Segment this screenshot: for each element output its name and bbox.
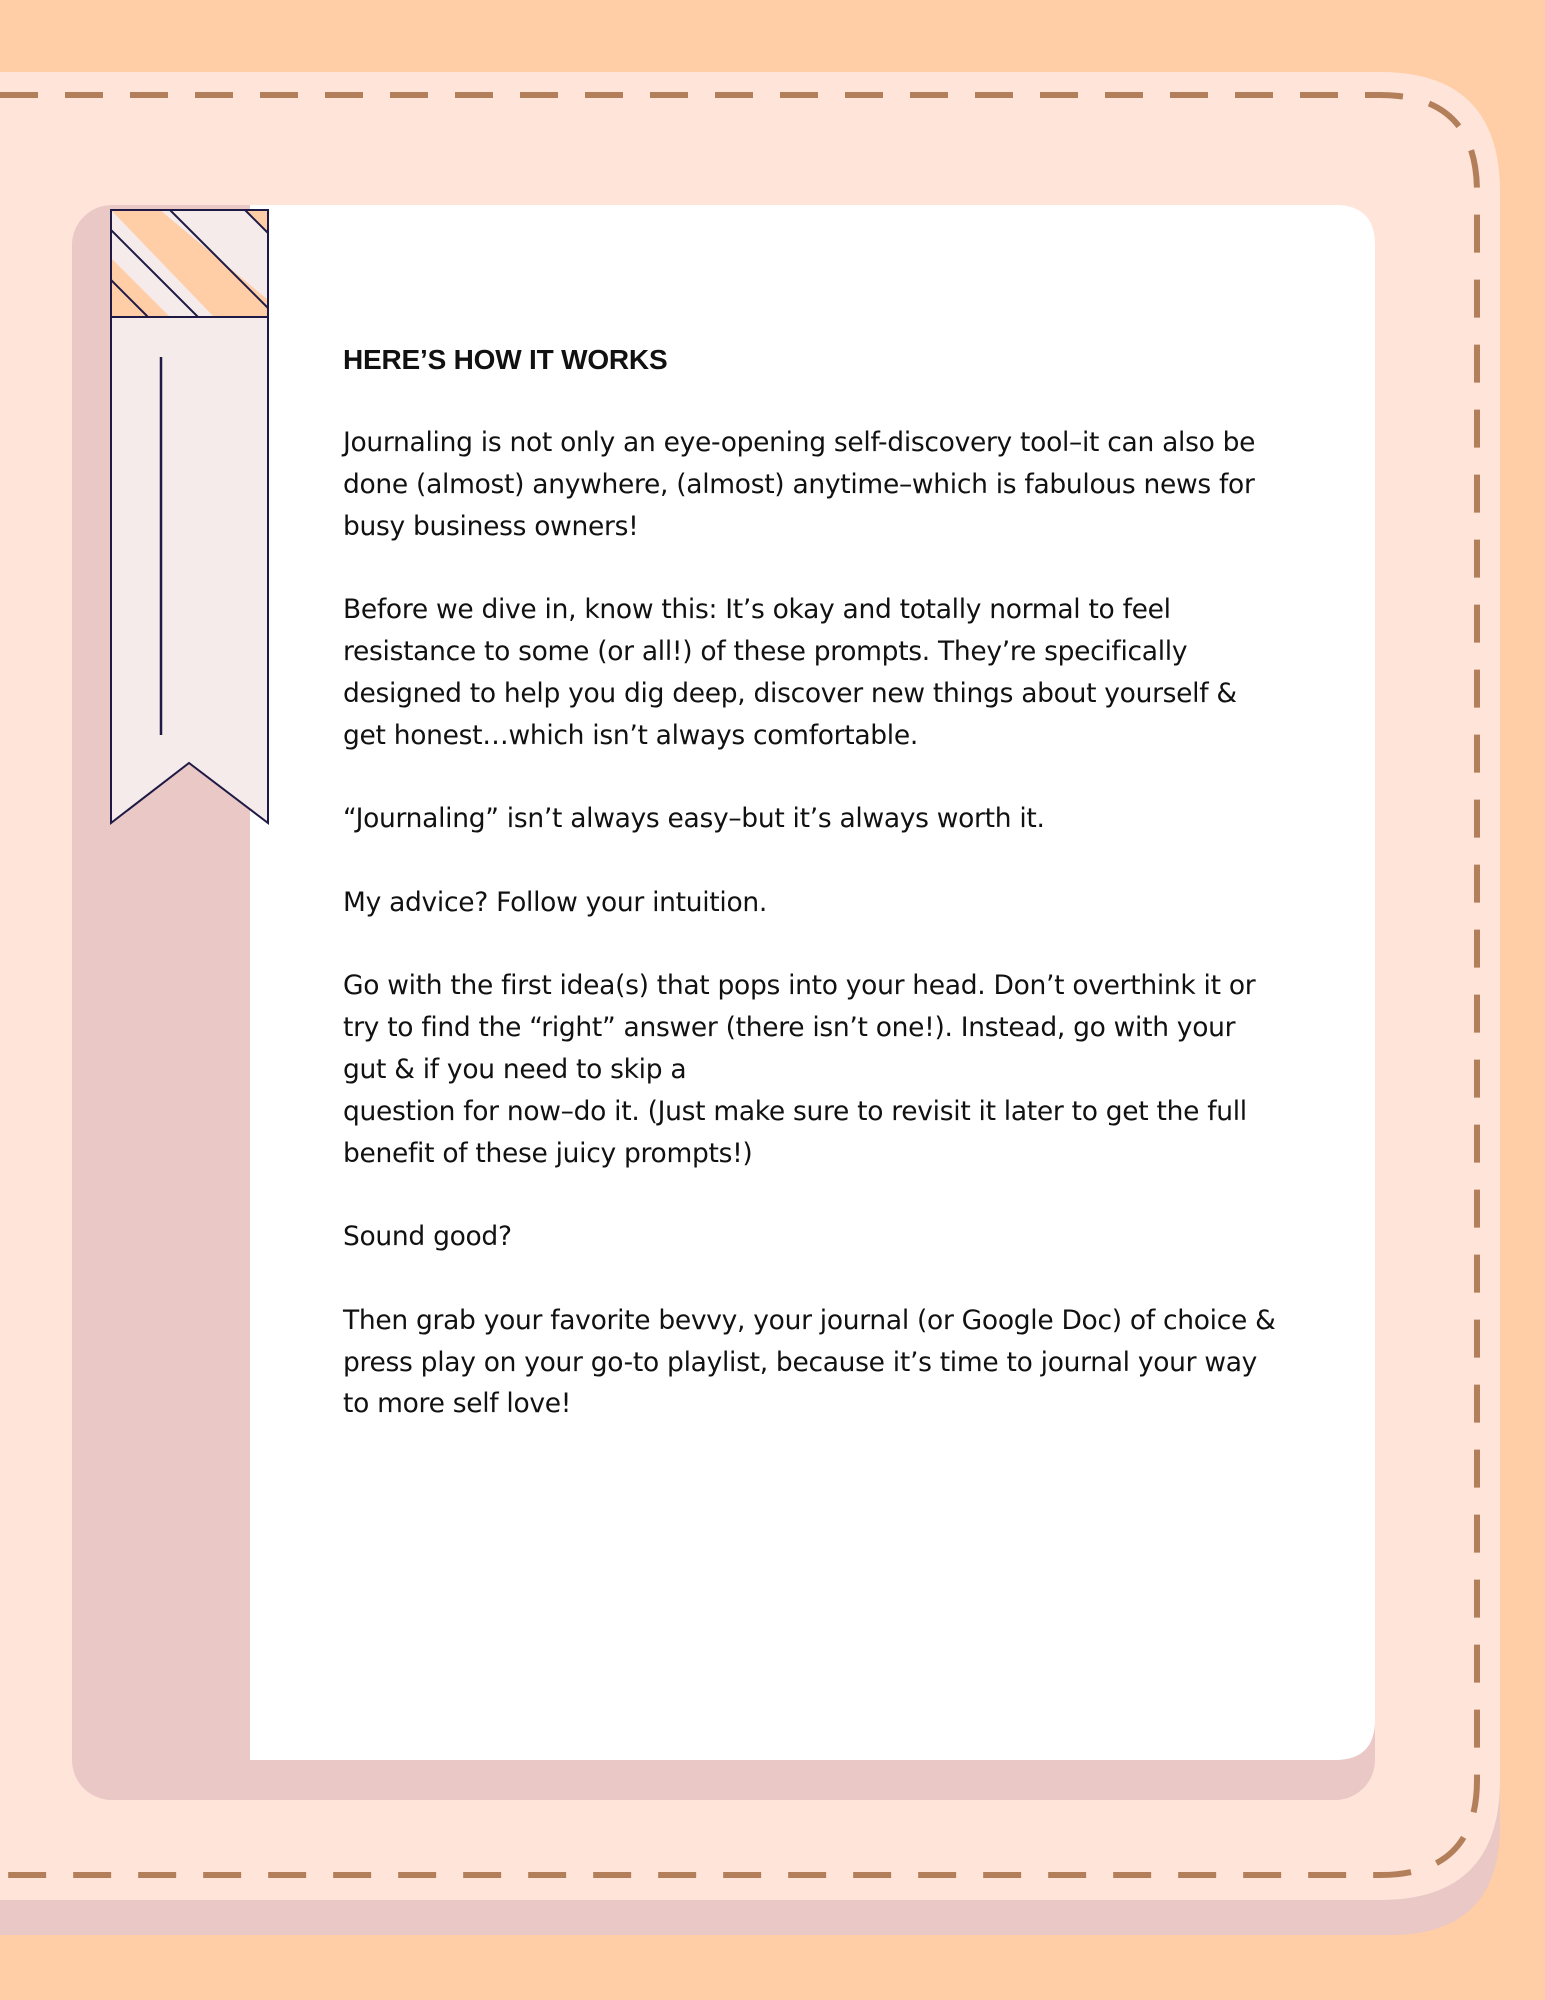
- article: [343, 338, 1283, 1467]
- paragraph-advice: My advice? Follow your intuition.: [343, 886, 767, 918]
- paragraph-worth-it: “Journaling” isn’t always easy–but it’s always worth it.: [343, 803, 1045, 835]
- paragraph-intro: Journaling is not only an eye-opening self-discovery tool–it can also be done (almost) anywhere, (almost) anytime–which is fabulous news for busy business owners!: [343, 427, 1256, 542]
- paragraph-resistance: Before we dive in, know this: It’s okay and totally normal to feel resistance to some (or all!) of these prompts. They’re specifically designed to help you dig deep, discover new things about yourself & get honest…which isn’t always comfortable.: [343, 594, 1237, 751]
- paragraph-first-idea: Go with the first idea(s) that pops into your head. Don’t overthink it or try to find the “right” answer (there isn’t one!). Instead, go with your gut & if you need to skip a question for now–do it. (Just make sure to revisit it later to get the full benefit of these juicy prompts!): [343, 970, 1256, 1169]
- paragraph-closing: Then grab your favorite bevvy, your journal (or Google Doc) of choice & press play on your go-to playlist, because it’s time to journal your way to more self love!: [343, 1304, 1276, 1420]
- paragraph-sound-good: Sound good?: [343, 1221, 512, 1253]
- section-heading: HERE’S HOW IT WORKS: [343, 344, 668, 375]
- ribbon-bookmark-icon: [111, 210, 268, 823]
